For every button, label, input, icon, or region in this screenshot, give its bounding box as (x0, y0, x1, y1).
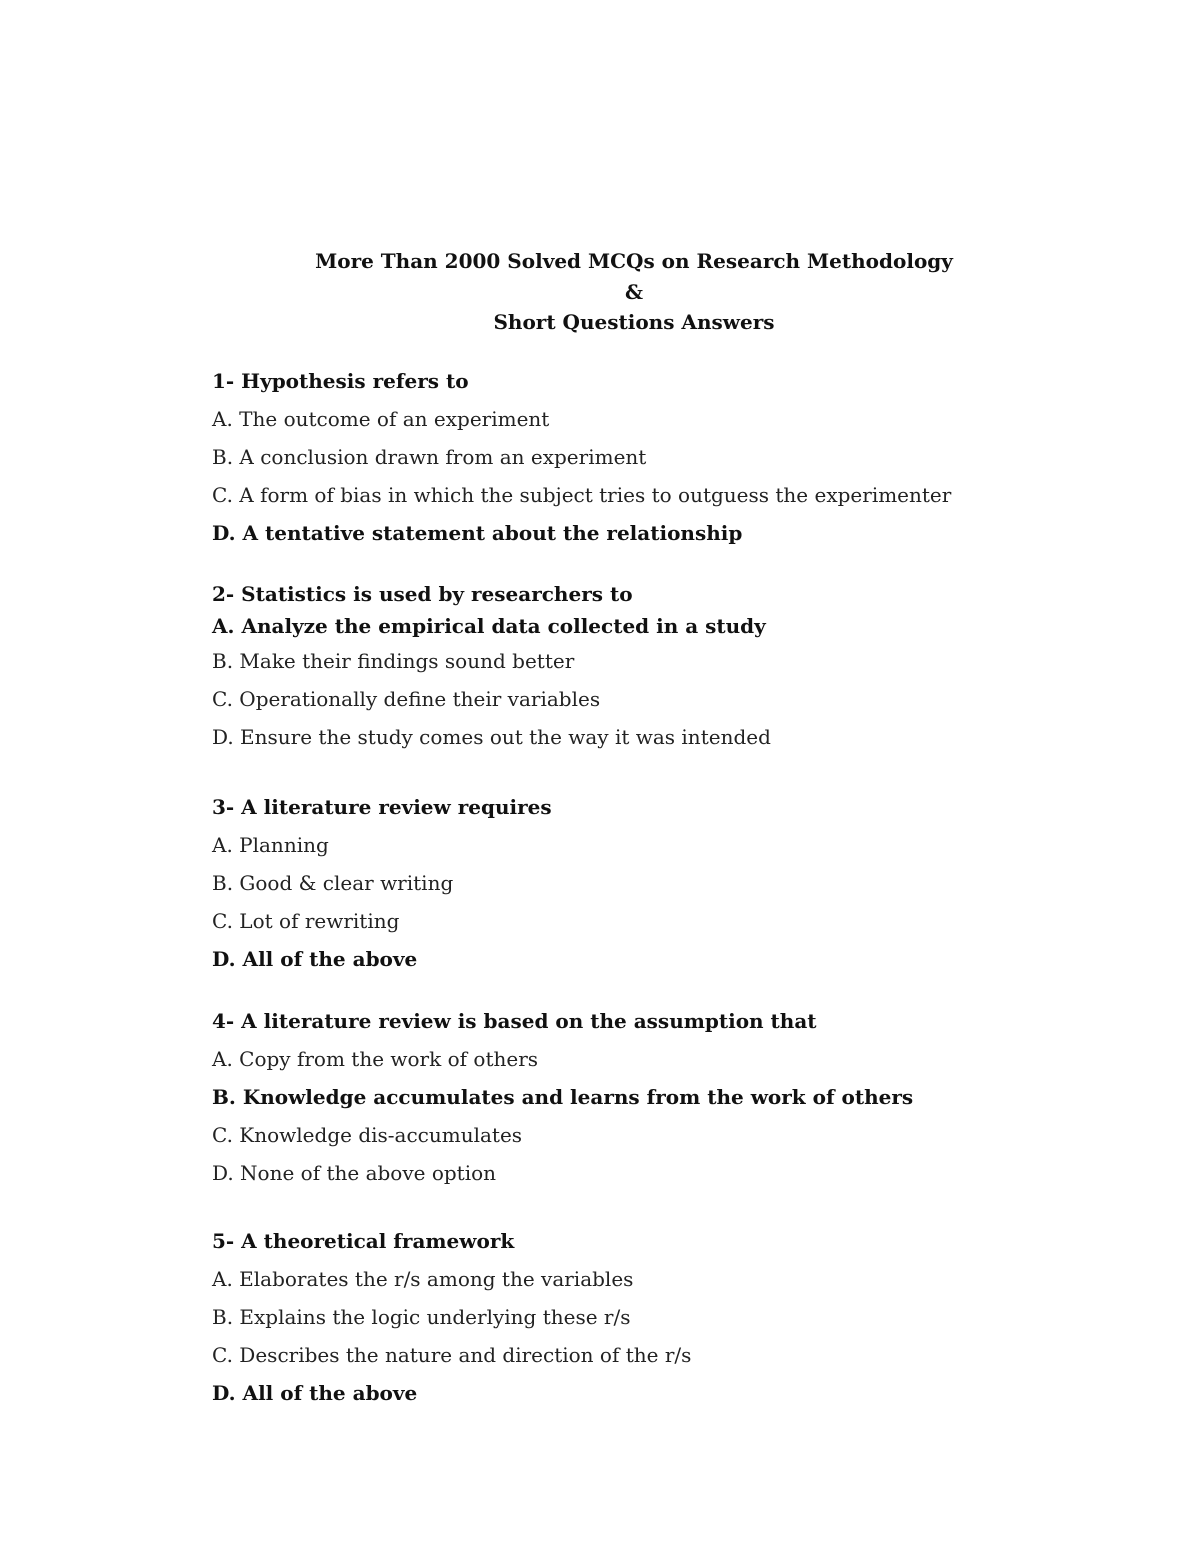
option-b: B. Good & clear writing (212, 871, 454, 895)
option-b: B. Make their findings sound better (212, 649, 575, 673)
question-prompt: 5- A theoretical framework (212, 1229, 515, 1253)
option-c: C. Lot of rewriting (212, 909, 400, 933)
option-d-correct: D. A tentative statement about the relationship (212, 521, 743, 545)
question-5 (212, 1222, 1152, 1412)
title-line-2: & (624, 279, 644, 304)
option-c: C. A form of bias in which the subject tries to outguess the experimenter (212, 483, 952, 507)
option-a: A. The outcome of an experiment (212, 407, 550, 431)
document-title (0, 246, 1200, 338)
option-a: A. Copy from the work of others (212, 1047, 539, 1071)
question-3 (212, 788, 1152, 978)
question-prompt: 1- Hypothesis refers to (212, 369, 469, 393)
option-d-correct: D. All of the above (212, 947, 418, 971)
question-prompt: 2- Statistics is used by researchers to (212, 582, 633, 606)
option-c: C. Knowledge dis-accumulates (212, 1123, 523, 1147)
question-prompt: 3- A literature review requires (212, 795, 552, 819)
option-d-correct: D. All of the above (212, 1381, 418, 1405)
option-a: A. Planning (212, 833, 329, 857)
title-line-1: More Than 2000 Solved MCQs on Research Methodology (315, 249, 953, 273)
option-a: A. Elaborates the r/s among the variables (212, 1267, 634, 1291)
option-a-correct: A. Analyze the empirical data collected in a study (212, 614, 766, 638)
option-c: C. Operationally define their variables (212, 687, 601, 711)
option-b: B. Explains the logic underlying these r/s (212, 1305, 631, 1329)
title-line-3: Short Questions Answers (493, 310, 775, 334)
question-prompt: 4- A literature review is based on the assumption that (212, 1009, 817, 1033)
option-d: D. None of the above option (212, 1161, 497, 1185)
question-1 (212, 362, 1152, 552)
option-b-correct: B. Knowledge accumulates and learns from the work of others (212, 1085, 914, 1109)
option-d: D. Ensure the study comes out the way it was intended (212, 725, 771, 749)
option-b: B. A conclusion drawn from an experiment (212, 445, 647, 469)
option-c: C. Describes the nature and direction of the r/s (212, 1343, 692, 1367)
question-2 (212, 578, 1152, 756)
question-4 (212, 1002, 1152, 1192)
